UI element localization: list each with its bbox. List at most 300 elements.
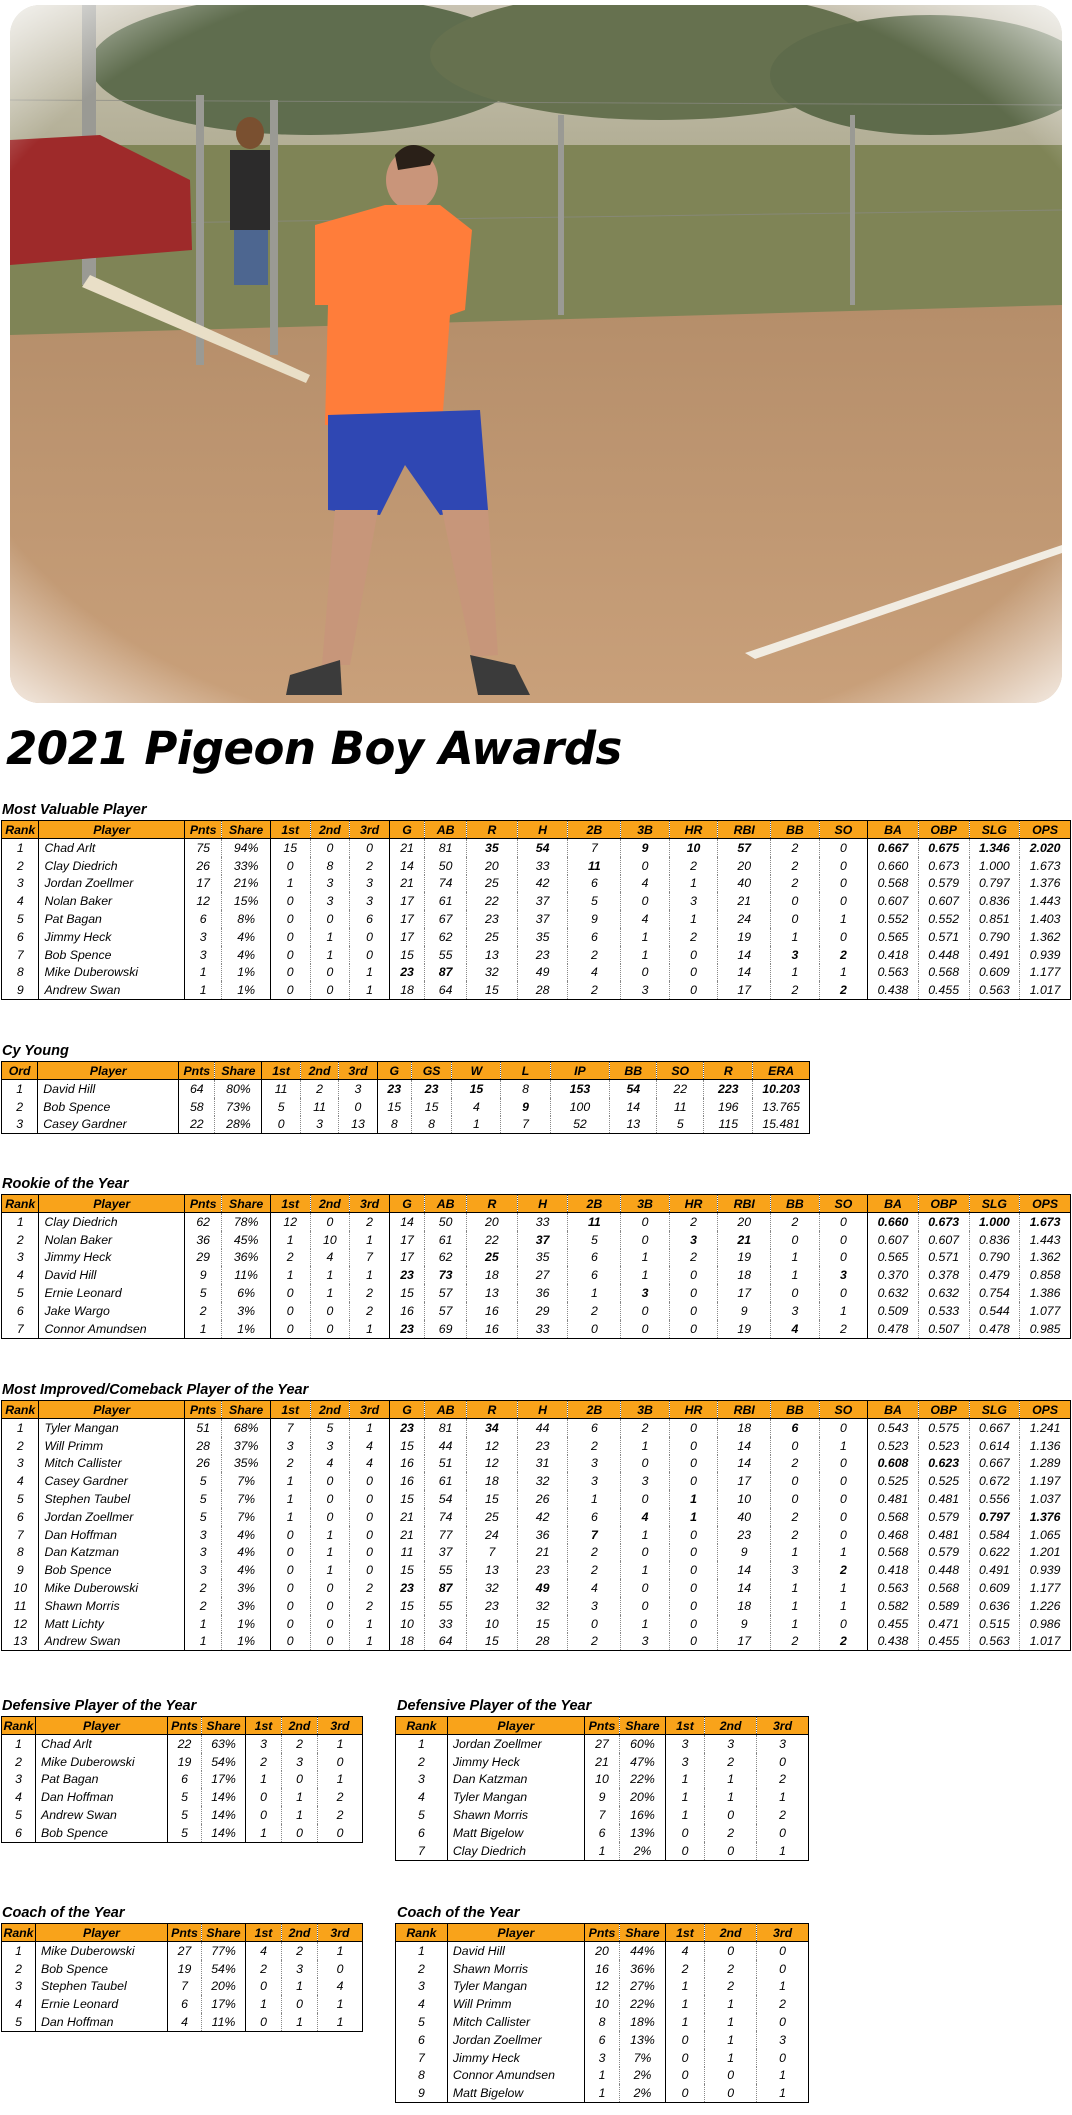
table-cell: 2 (771, 1508, 819, 1526)
table-cell: 1.443 (1020, 892, 1071, 910)
table-cell: 15 (411, 1098, 452, 1116)
table-cell: 0 (270, 1320, 310, 1338)
table-cell: 15 (389, 946, 424, 964)
table-cell: 4 (621, 1508, 669, 1526)
player-name-cell: Dan Hoffman (39, 1526, 184, 1544)
player-name-cell: Bob Spence (38, 1098, 179, 1116)
table-cell: 10 (310, 1231, 350, 1249)
table-cell: 9 (16, 983, 24, 998)
table-cell: 1 (184, 964, 221, 982)
table-cell: 18 (467, 1266, 518, 1284)
table-cell: 1 (568, 1490, 621, 1508)
table-cell: 61 (425, 1231, 467, 1249)
table-cell: 23 (389, 1419, 424, 1437)
player-name-cell: Connor Amundsen (39, 1320, 184, 1338)
table-cell: 1 (350, 1633, 390, 1651)
table-cell: 0.544 (969, 1302, 1020, 1320)
table-cell: 35 (517, 1249, 568, 1267)
table-cell: 1 (310, 1266, 350, 1284)
table-cell: 11% (202, 2013, 246, 2031)
table-cell: 3 (757, 1735, 809, 1753)
table-cell: 1 (621, 1526, 669, 1544)
mip-title: Most Improved/Comeback Player of the Year (2, 1382, 309, 1398)
table-cell: 1 (819, 964, 867, 982)
table-row (2, 964, 1071, 982)
table-cell: 35% (222, 1455, 270, 1473)
table-row (2, 1753, 363, 1771)
table-cell: 4 (771, 1320, 819, 1338)
table-cell: 29 (517, 1302, 568, 1320)
table-cell: 3 (16, 876, 24, 891)
table-cell: 15 (389, 1437, 424, 1455)
table-cell: 4 (350, 1455, 390, 1473)
table-cell: 100 (550, 1098, 610, 1116)
table-cell: 42 (517, 1508, 568, 1526)
table-cell: 1 (310, 928, 350, 946)
table-cell: 23 (467, 1597, 518, 1615)
table-cell: 1 (771, 1597, 819, 1615)
table-cell: 2 (819, 981, 867, 999)
player-name-cell: Dan Hoffman (36, 1788, 168, 1806)
table-cell: 0 (669, 1597, 717, 1615)
table-cell: 2 (350, 857, 390, 875)
table-cell: 15 (377, 1098, 411, 1116)
table-cell: 7 (270, 1419, 310, 1437)
column-header: 3rd (318, 1717, 363, 1735)
table-cell: 6 (184, 910, 221, 928)
table-cell: 32 (517, 1597, 568, 1615)
table-cell: 0.985 (1020, 1320, 1071, 1338)
table-cell: 10 (13, 1581, 28, 1596)
table-cell: 1 (669, 875, 717, 893)
table-cell: 15 (467, 1490, 518, 1508)
table-row (396, 1942, 809, 1960)
table-cell: 1 (16, 1214, 24, 1229)
table-cell: 1 (318, 1771, 363, 1789)
table-cell: 223 (704, 1080, 753, 1098)
table-cell: 9 (584, 1788, 619, 1806)
table-cell: 0 (669, 964, 717, 982)
table-cell: 0 (270, 1302, 310, 1320)
table-cell: 5 (657, 1116, 704, 1134)
table-row (2, 1419, 1071, 1437)
table-cell: 3 (282, 1753, 318, 1771)
table-cell: 0 (669, 1633, 717, 1651)
table-cell: 2 (819, 1561, 867, 1579)
table-cell: 0 (270, 1633, 310, 1651)
table-cell: 1 (621, 1437, 669, 1455)
column-header: OPS (1020, 1401, 1071, 1419)
table-cell: 0 (621, 964, 669, 982)
column-header: 3rd (318, 1924, 363, 1942)
player-name-cell: Chad Arlt (36, 1735, 168, 1753)
table-cell: 0.418 (868, 1561, 919, 1579)
table-cell: 2 (246, 1753, 282, 1771)
table-cell: 0 (282, 1771, 318, 1789)
table-cell: 0.790 (969, 928, 1020, 946)
table-cell: 78% (222, 1213, 270, 1231)
table-cell: 1.197 (1020, 1472, 1071, 1490)
player-name-cell: Jordan Zoellmer (447, 2031, 584, 2049)
table-cell: 15 (389, 1597, 424, 1615)
table-cell: 3 (819, 1266, 867, 1284)
table-cell: 2 (621, 1419, 669, 1437)
table-cell: 12 (467, 1455, 518, 1473)
table-cell: 17 (184, 875, 221, 893)
table-cell: 3 (184, 946, 221, 964)
table-cell: 1 (771, 1615, 819, 1633)
table-header-row (2, 1062, 810, 1080)
table-cell: 2 (771, 1526, 819, 1544)
table-cell: 6 (168, 1995, 202, 2013)
table-cell: 19 (718, 1320, 771, 1338)
table-cell: 21 (389, 839, 424, 857)
table-cell: 3 (584, 2049, 619, 2067)
table-cell: 0.636 (969, 1597, 1020, 1615)
table-row (2, 1490, 1071, 1508)
table-cell: 1 (350, 981, 390, 999)
table-cell: 1 (819, 1437, 867, 1455)
table-cell: 0.632 (918, 1284, 969, 1302)
table-cell: 0 (270, 928, 310, 946)
table-row (396, 1753, 809, 1771)
table-row (2, 1633, 1071, 1651)
table-cell: 49 (517, 1579, 568, 1597)
table-cell: 1 (16, 1081, 24, 1096)
table-cell: 1 (705, 1995, 757, 2013)
table-cell: 0.455 (868, 1615, 919, 1633)
table-cell: 23 (389, 1579, 424, 1597)
table-cell: 0 (819, 839, 867, 857)
table-cell: 4 (665, 1942, 704, 1960)
table-cell: 0 (621, 1302, 669, 1320)
table-cell: 19 (168, 1753, 202, 1771)
table-row (2, 1249, 1071, 1267)
table-cell: 1 (757, 1842, 809, 1860)
table-cell: 0.471 (918, 1615, 969, 1633)
table-row (2, 981, 1071, 999)
table-cell: 14 (718, 964, 771, 982)
table-cell: 0 (270, 1579, 310, 1597)
column-header: Pnts (179, 1062, 215, 1080)
table-cell: 0 (318, 1824, 363, 1842)
column-header: HR (669, 1401, 717, 1419)
table-cell: 2 (184, 1579, 221, 1597)
table-cell: 57 (425, 1302, 467, 1320)
table-cell: 2 (669, 1249, 717, 1267)
table-cell: 0 (310, 1579, 350, 1597)
column-header: OBP (918, 1401, 969, 1419)
table-cell: 13 (467, 1561, 518, 1579)
table-cell: 1 (270, 1490, 310, 1508)
table-cell: 0 (621, 857, 669, 875)
table-cell: 0.438 (868, 981, 919, 999)
table-cell: 10 (584, 1771, 619, 1789)
player-name-cell: Will Primm (39, 1437, 184, 1455)
table-cell: 0 (310, 1213, 350, 1231)
table-cell: 115 (704, 1116, 753, 1134)
table-cell: 1.443 (1020, 1231, 1071, 1249)
table-cell: 0.478 (868, 1320, 919, 1338)
player-name-cell: Andrew Swan (39, 1633, 184, 1651)
table-cell: 0 (310, 1633, 350, 1651)
table-cell: 0.563 (969, 981, 1020, 999)
table-cell: 7 (418, 1843, 425, 1858)
table-cell: 21 (389, 1508, 424, 1526)
table-header-row (396, 1717, 809, 1735)
table-cell: 35 (517, 928, 568, 946)
column-header: G (389, 1401, 424, 1419)
table-cell: 0.491 (969, 1561, 1020, 1579)
table-row (2, 928, 1071, 946)
table-cell: 6 (16, 929, 24, 944)
table-cell: 16 (467, 1302, 518, 1320)
page-title: 2021 Pigeon Boy Awards (6, 722, 622, 775)
table-cell: 8 (501, 1080, 550, 1098)
player-name-cell: Jimmy Heck (447, 1753, 584, 1771)
table-cell: 44 (425, 1437, 467, 1455)
table-cell: 37 (517, 1231, 568, 1249)
table-cell: 0.667 (969, 1419, 1020, 1437)
table-cell: 6 (418, 2032, 425, 2047)
table-cell: 1 (757, 1978, 809, 1996)
table-cell: 1 (270, 1231, 310, 1249)
table-cell: 0 (819, 1231, 867, 1249)
table-cell: 0 (339, 1098, 377, 1116)
table-cell: 18 (718, 1419, 771, 1437)
table-cell: 2 (705, 1978, 757, 1996)
table-cell: 81 (425, 1419, 467, 1437)
table-cell: 1 (665, 1806, 704, 1824)
column-header: SLG (969, 1401, 1020, 1419)
table-cell: 0 (819, 1508, 867, 1526)
table-cell: 28 (517, 1633, 568, 1651)
table-cell: 3 (568, 1455, 621, 1473)
table-cell: 2 (669, 857, 717, 875)
table-cell: 0 (310, 1615, 350, 1633)
column-header: Rank (3, 1925, 34, 1940)
table-cell: 14 (389, 857, 424, 875)
table-cell: 11% (222, 1266, 270, 1284)
table-cell: 3 (665, 1753, 704, 1771)
column-header: BA (868, 821, 919, 839)
table-cell: 1 (771, 1249, 819, 1267)
table-cell: 1 (310, 946, 350, 964)
table-cell: 20 (718, 857, 771, 875)
table-cell: 1.065 (1020, 1526, 1071, 1544)
dpoy-right-table (395, 1716, 809, 1861)
table-cell: 1 (819, 910, 867, 928)
table-cell: 0.660 (868, 857, 919, 875)
table-cell: 11 (389, 1544, 424, 1562)
table-cell: 2 (246, 1960, 282, 1978)
table-cell: 0 (771, 1437, 819, 1455)
table-cell: 0 (270, 1284, 310, 1302)
table-row (2, 2013, 363, 2031)
table-cell: 5 (15, 1808, 22, 1823)
table-cell: 14 (718, 946, 771, 964)
table-cell: 6 (568, 928, 621, 946)
table-cell: 18 (389, 981, 424, 999)
table-cell: 2 (350, 1213, 390, 1231)
table-cell: 0.455 (918, 1633, 969, 1651)
table-cell: 55 (425, 1561, 467, 1579)
table-row (396, 1960, 809, 1978)
player-name-cell: Nolan Baker (39, 892, 184, 910)
table-row (2, 1544, 1071, 1562)
table-cell: 1 (771, 928, 819, 946)
table-cell: 0.579 (918, 875, 969, 893)
table-cell: 17% (202, 1771, 246, 1789)
table-cell: 15 (389, 1284, 424, 1302)
table-cell: 7% (222, 1508, 270, 1526)
player-name-cell: Shawn Morris (447, 1960, 584, 1978)
table-cell: 0 (270, 964, 310, 982)
player-name-cell: Jordan Zoellmer (39, 875, 184, 893)
table-cell: 0 (669, 981, 717, 999)
table-cell: 0 (819, 1455, 867, 1473)
column-header: OPS (1020, 1195, 1071, 1213)
column-header: Player (447, 1924, 584, 1942)
table-cell: 0.568 (918, 1579, 969, 1597)
table-row (396, 1806, 809, 1824)
table-row (2, 1266, 1071, 1284)
column-header: HR (669, 1195, 717, 1213)
table-cell: 0 (819, 1284, 867, 1302)
table-cell: 6 (584, 2031, 619, 2049)
table-cell: 0 (665, 2031, 704, 2049)
table-cell: 5 (15, 2015, 22, 2030)
table-cell: 2 (568, 1633, 621, 1651)
table-cell: 3 (15, 1772, 22, 1787)
table-cell: 1 (621, 1561, 669, 1579)
table-cell: 57 (425, 1284, 467, 1302)
mip-table (1, 1400, 1071, 1651)
table-cell: 1 (350, 1419, 390, 1437)
table-cell: 0.418 (868, 946, 919, 964)
table-cell: 0.609 (969, 964, 1020, 982)
table-row (2, 1960, 363, 1978)
table-cell: 23 (389, 964, 424, 982)
table-cell: 0 (669, 1579, 717, 1597)
table-cell: 0.509 (868, 1302, 919, 1320)
table-cell: 6 (568, 1249, 621, 1267)
table-cell: 1 (282, 1978, 318, 1996)
table-cell: 0 (270, 1561, 310, 1579)
column-header: BA (868, 1195, 919, 1213)
column-header: G (389, 1195, 424, 1213)
table-cell: 17 (389, 910, 424, 928)
column-header: Player (36, 1924, 168, 1942)
column-header: 2nd (282, 1924, 318, 1942)
column-header: Pnts (184, 1195, 221, 1213)
column-header: Pnts (184, 821, 221, 839)
table-cell: 1 (184, 1320, 221, 1338)
column-header: 2nd (705, 1717, 757, 1735)
table-cell: 8 (16, 965, 24, 980)
player-name-cell: Pat Bagan (39, 910, 184, 928)
table-cell: 1 (452, 1116, 501, 1134)
table-cell: 22 (467, 892, 518, 910)
table-cell: 9 (718, 1302, 771, 1320)
table-cell: 54% (202, 1753, 246, 1771)
table-cell: 0.448 (918, 1561, 969, 1579)
table-row (2, 1116, 810, 1134)
table-cell: 0.563 (868, 964, 919, 982)
table-cell: 74 (425, 875, 467, 893)
table-cell: 21 (389, 875, 424, 893)
table-cell: 0 (270, 892, 310, 910)
table-cell: 31 (517, 1455, 568, 1473)
table-cell: 4 (568, 964, 621, 982)
table-cell: 2 (771, 1633, 819, 1651)
table-row (2, 1213, 1071, 1231)
table-cell: 2 (282, 1942, 318, 1960)
table-cell: 1 (757, 1788, 809, 1806)
table-cell: 7 (584, 1806, 619, 1824)
player-name-cell: Matt Bigelow (447, 1824, 584, 1842)
table-cell: 2.020 (1020, 839, 1071, 857)
table-cell: 0 (705, 1806, 757, 1824)
table-cell: 6 (584, 1824, 619, 1842)
table-cell: 29 (184, 1249, 221, 1267)
column-header: 2nd (300, 1062, 338, 1080)
table-cell: 26 (184, 857, 221, 875)
table-cell: 17% (202, 1995, 246, 2013)
table-cell: 4 (16, 894, 24, 909)
table-cell: 14% (202, 1824, 246, 1842)
table-cell: 1 (669, 1508, 717, 1526)
table-cell: 0 (669, 1320, 717, 1338)
table-cell: 9 (16, 1563, 24, 1578)
table-cell: 7 (16, 1321, 24, 1336)
table-cell: 1 (705, 1771, 757, 1789)
table-cell: 2 (282, 1735, 318, 1753)
column-header: RBI (718, 1401, 771, 1419)
table-cell: 13% (620, 2031, 666, 2049)
player-name-cell: Will Primm (447, 1995, 584, 2013)
table-cell: 5 (418, 2015, 425, 2030)
dpoy-right-title: Defensive Player of the Year (397, 1698, 592, 1714)
cy-young-table (1, 1061, 810, 1134)
table-cell: 1.403 (1020, 910, 1071, 928)
table-cell: 0 (669, 1561, 717, 1579)
table-cell: 1 (705, 1788, 757, 1806)
table-cell: 1 (665, 1995, 704, 2013)
table-cell: 0 (310, 1320, 350, 1338)
table-cell: 10 (669, 839, 717, 857)
column-header: Pnts (168, 1924, 202, 1942)
player-name-cell: David Hill (39, 1266, 184, 1284)
table-row (2, 1978, 363, 1996)
table-cell: 13 (467, 946, 518, 964)
table-cell: 1 (318, 1942, 363, 1960)
column-header: R (467, 1195, 518, 1213)
table-cell: 0.556 (969, 1490, 1020, 1508)
table-cell: 0 (771, 1231, 819, 1249)
column-header: Pnts (168, 1717, 202, 1735)
table-row (2, 1437, 1071, 1455)
table-row (2, 1942, 363, 1960)
roy-title: Rookie of the Year (2, 1176, 129, 1192)
table-cell: 0 (246, 1978, 282, 1996)
table-cell: 3% (222, 1302, 270, 1320)
table-cell: 6 (418, 1825, 425, 1840)
table-cell: 0.568 (918, 964, 969, 982)
table-cell: 1.226 (1020, 1597, 1071, 1615)
table-cell: 0.797 (969, 875, 1020, 893)
table-cell: 20 (467, 857, 518, 875)
